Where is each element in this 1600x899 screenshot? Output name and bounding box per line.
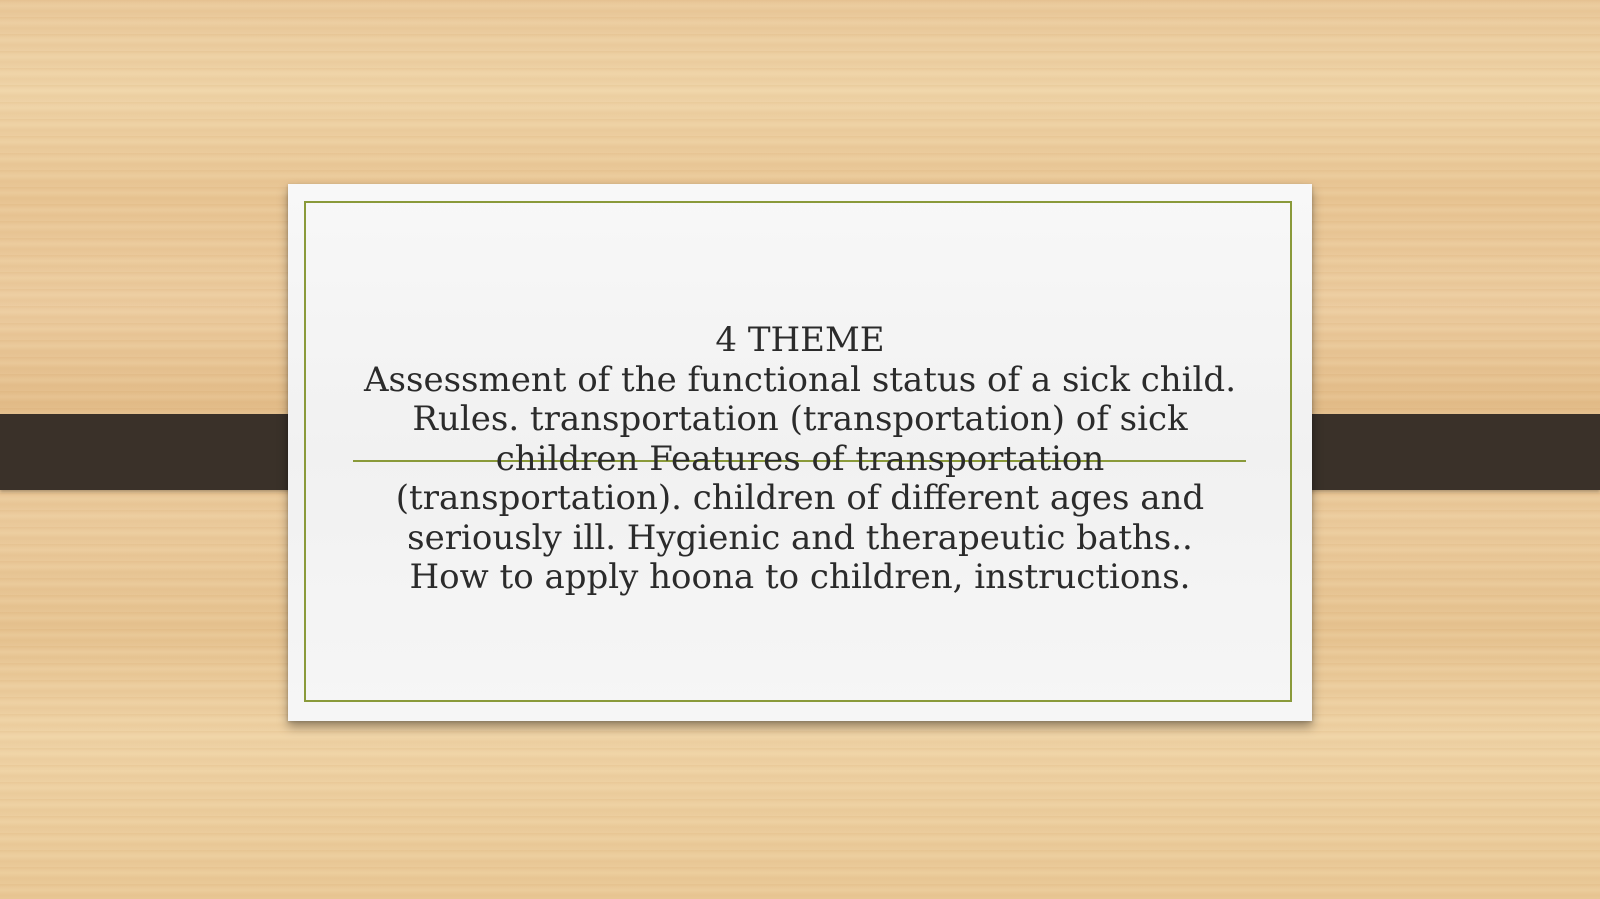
right-strap — [1276, 414, 1600, 490]
slide-title — [328, 321, 1272, 598]
title-line-theme: 4 THEME — [715, 320, 885, 360]
title-line: children Features of transportation — [495, 438, 1105, 479]
title-line: Assessment of the functional status of a sick child. — [364, 359, 1236, 400]
left-strap — [0, 414, 322, 490]
title-line: seriously ill. Hygienic and therapeutic baths.. — [407, 517, 1193, 558]
title-line: (transportation). children of different ages and — [395, 478, 1205, 518]
title-line: How to apply hoona to children, instructions. — [409, 557, 1191, 597]
slide-card — [288, 184, 1312, 721]
title-line: Rules. transportation (transportation) of sick — [412, 399, 1188, 439]
